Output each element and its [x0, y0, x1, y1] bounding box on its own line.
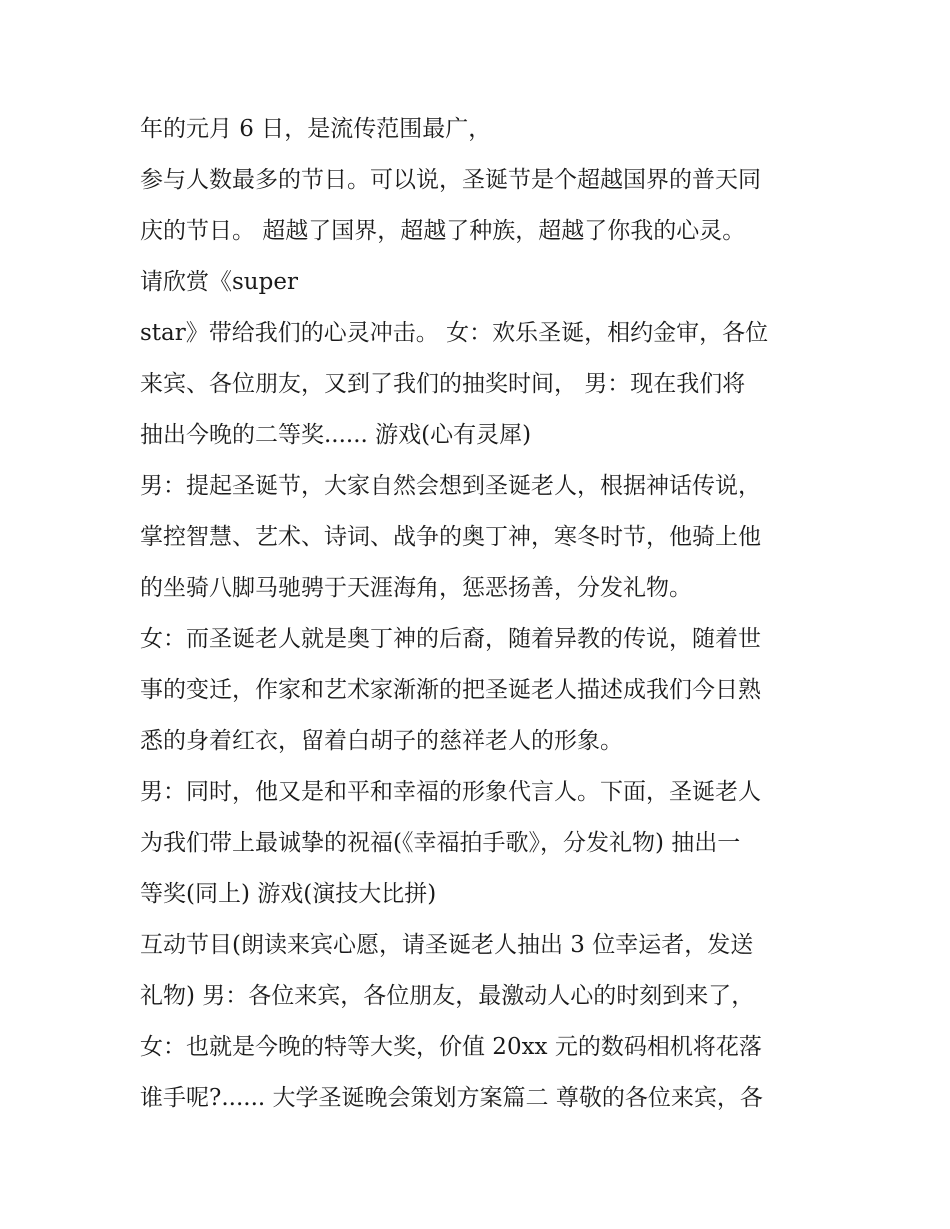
text-line: 女：而圣诞老人就是奥丁神的后裔，随着异教的传说，随着世 [140, 626, 761, 652]
text-line: 互动节目(朗读来宾心愿，请圣诞老人抽出 3 位幸运者，发送 [140, 932, 754, 958]
text-line: 来宾、各位朋友，又到了我们的抽奖时间， 男：现在我们将 [140, 371, 746, 397]
text-line: 女：也就是今晚的特等大奖，价值 20xx 元的数码相机将花落 [140, 1034, 762, 1060]
text-line: 礼物) 男：各位来宾，各位朋友，最激动人心的时刻到来了， [140, 983, 755, 1009]
text-line: 掌控智慧、艺术、诗词、战争的奥丁神，寒冬时节，他骑上他 [140, 524, 761, 550]
text-line: 庆的节日。 超越了国界，超越了种族，超越了你我的心灵。 [140, 218, 746, 244]
text-line: 请欣赏《super [140, 269, 298, 295]
text-line: 等奖(同上) 游戏(演技大比拼) [140, 881, 437, 907]
text-line: 男：同时，他又是和平和幸福的形象代言人。下面，圣诞老人 [140, 779, 761, 805]
text-line: 事的变迁，作家和艺术家渐渐的把圣诞老人描述成我们今日熟 [140, 677, 761, 703]
text-line: 悉的身着红衣，留着白胡子的慈祥老人的形象。 [140, 728, 623, 754]
text-line: 为我们带上最诚挚的祝福(《幸福拍手歌》，分发礼物) 抽出一 [140, 830, 741, 856]
text-line: 年的元月 6 日，是流传范围最广， [140, 116, 492, 142]
text-line: star》带给我们的心灵冲击。 女：欢乐圣诞，相约金审，各位 [140, 320, 769, 346]
text-line: 男：提起圣诞节，大家自然会想到圣诞老人，根据神话传说， [140, 473, 761, 499]
text-line: 参与人数最多的节日。可以说，圣诞节是个超越国界的普天同 [140, 167, 761, 193]
text-line: 抽出今晚的二等奖...... 游戏(心有灵犀) [140, 422, 532, 448]
body-text [140, 104, 830, 1124]
text-line: 谁手呢?...... 大学圣诞晚会策划方案篇二 尊敬的各位来宾，各 [140, 1085, 763, 1111]
text-line: 的坐骑八脚马驰骋于天涯海角，惩恶扬善，分发礼物。 [140, 575, 692, 601]
